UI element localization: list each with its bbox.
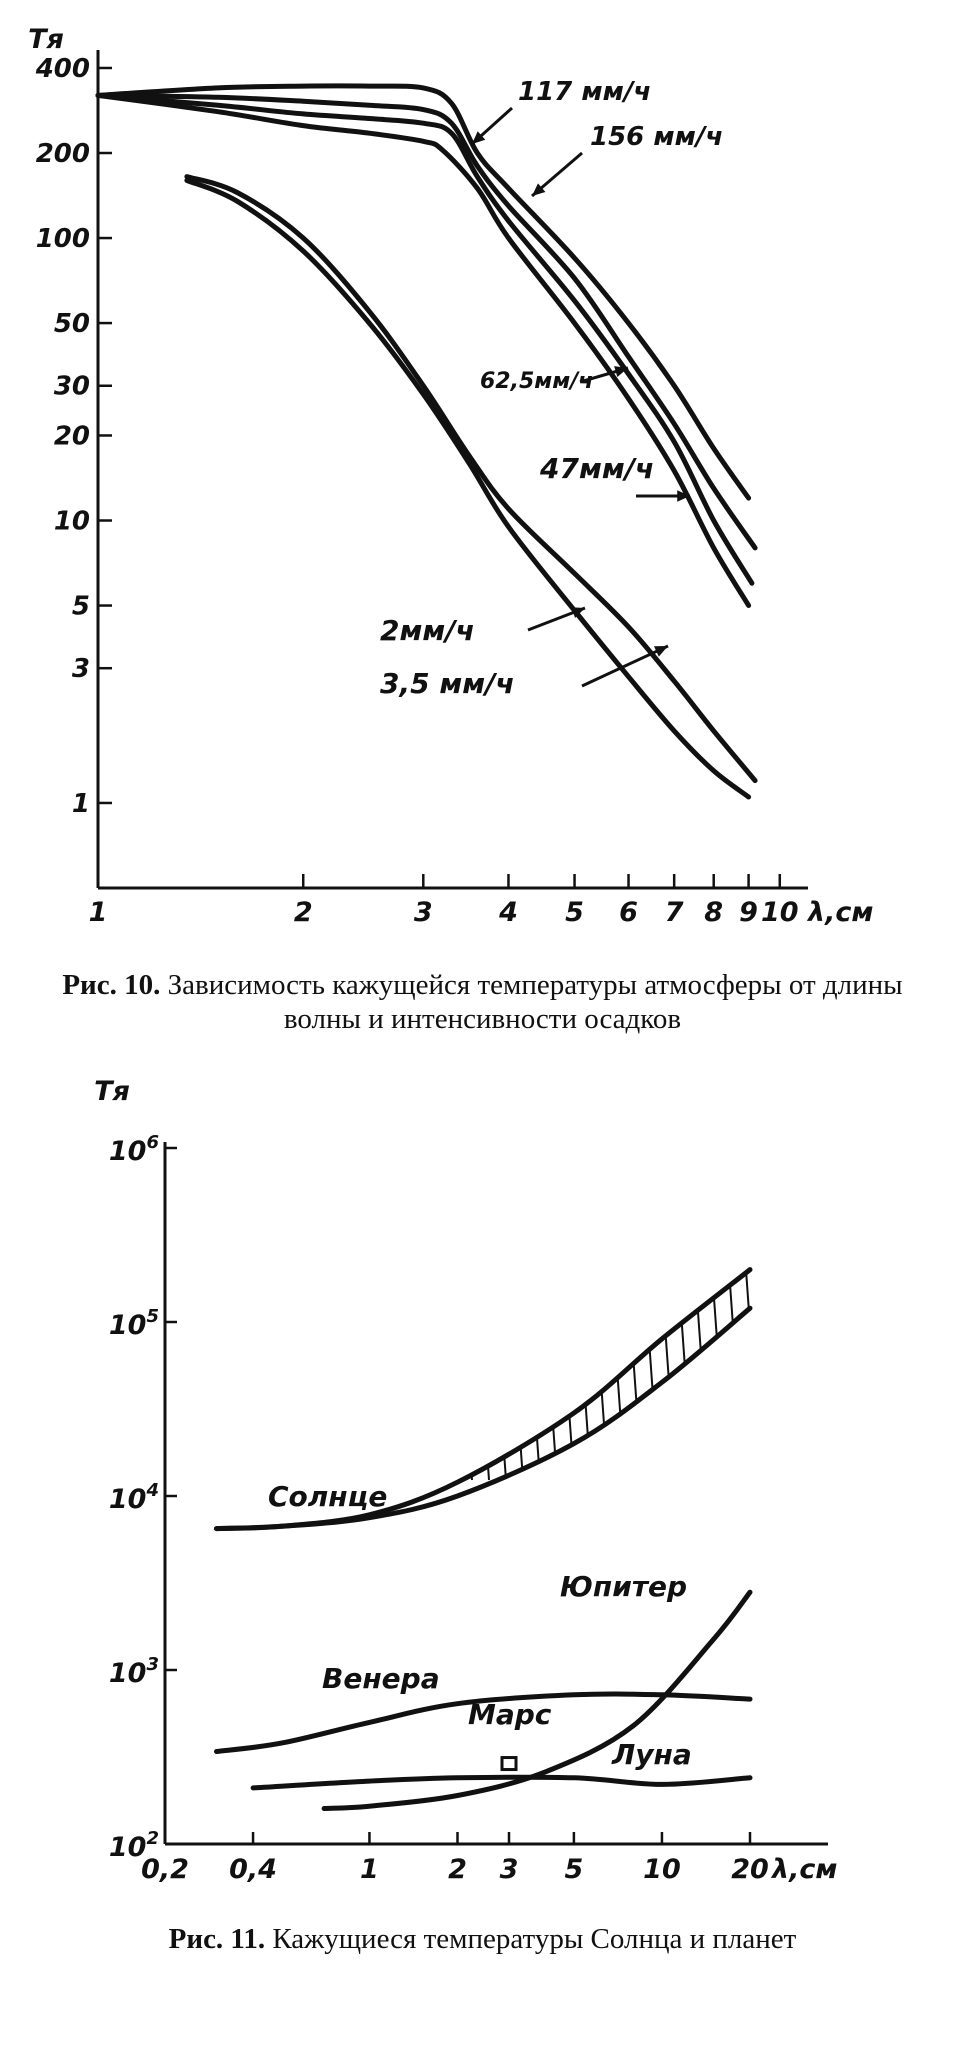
arrow-35 [582,646,668,686]
y-tick-label: 5 [71,591,90,622]
fig11-caption [40,1922,925,1956]
fig11-caption-number: Рис. 11. [168,1923,266,1955]
x-tick-label: 0,4 [229,1854,277,1885]
y-tick-label: 100 [35,224,90,255]
x-tick-label: 3 [499,1854,519,1885]
y-tick-label: $10^2$ [108,1828,159,1863]
series-line [98,95,752,583]
label-mars: Марс [468,1698,552,1731]
x-tick-label: 5 [565,897,584,928]
hatch-line [578,1060,608,1480]
hatch-line [408,1060,438,1480]
x-tick-label: 4 [499,897,518,928]
hatch-line [442,1060,472,1480]
label-sun: Солнце [268,1480,388,1513]
hatch-line [629,1060,659,1480]
hatch-line [714,1060,744,1480]
x-tick-label: 1 [360,1854,379,1885]
y-tick-label: 1 [71,788,90,819]
series-line [98,95,755,548]
fig10-labels [380,77,723,700]
hatch-line [765,1060,795,1480]
label-2: 2мм/ч [380,614,475,647]
hatch-line [510,1060,540,1480]
hatch-line [357,1060,387,1480]
hatch-line [697,1060,727,1480]
series-line [187,180,749,797]
y-tick-label: 200 [35,139,90,170]
x-tick-label: 2 [293,897,313,928]
label-venus: Венера [322,1662,440,1695]
x-axis-label: λ,см [808,897,874,928]
label-47: 47мм/ч [540,452,655,485]
hatch-line [374,1060,404,1480]
x-tick-label: 5 [564,1854,584,1885]
y-tick-label: 30 [53,371,90,402]
label-117: 117 мм/ч [518,77,652,107]
x-axis-label: λ,см [772,1854,838,1885]
x-tick-label: 0,2 [141,1854,189,1885]
x-tick-label: 20 [731,1854,769,1885]
x-tick-label: 2 [448,1854,467,1885]
y-tick-label: 20 [53,421,90,452]
x-tick-label: 3 [413,897,433,928]
hatch-line [646,1060,676,1480]
y-tick-label: $10^6$ [108,1132,159,1167]
y-axis-label: Tя [94,1076,130,1107]
fig10-caption-number: Рис. 10. [62,969,161,1001]
y-tick-label: 10 [53,506,90,537]
label-35: 3,5 мм/ч [380,667,515,700]
fig11-caption-text: Кажущиеся температуры Солнца и планет [265,1923,797,1955]
hatch-line [680,1060,710,1480]
x-tick-label: 1 [88,897,108,928]
y-axis-label: Tя [28,24,64,55]
label-moon: Луна [612,1738,692,1771]
hatch-line [527,1060,557,1480]
hatch-line [595,1060,625,1480]
y-tick-label: $10^4$ [108,1480,159,1515]
hatch-line [459,1060,489,1480]
hatch-line [493,1060,523,1480]
fig10-caption [40,968,925,1036]
x-tick-label: 9 [739,897,758,928]
x-tick-label: 10 [643,1854,681,1885]
x-tick-label: 6 [619,897,638,928]
hatch-line [391,1060,421,1480]
chart-fig10 [0,0,965,940]
y-tick-label: 400 [35,53,90,84]
y-tick-label: 3 [71,654,90,685]
hatch-line [340,1060,370,1480]
y-tick-label: 50 [53,309,90,340]
chart-fig11 [0,1060,965,2060]
hatch-line [748,1060,778,1480]
x-tick-label: 10 [760,897,799,928]
fig10-caption-text: Зависимость кажущейся температуры атмосферы от длины волны и интенсивности осадков [160,969,903,1035]
x-tick-label: 8 [704,897,724,928]
label-156: 156 мм/ч [590,122,724,152]
x-tick-label: 7 [664,897,684,928]
label-62: 62,5мм/ч [480,369,594,394]
y-tick-label: $10^5$ [108,1306,159,1341]
label-jupiter: Юпитер [560,1570,688,1603]
hatch-line [425,1060,455,1480]
y-tick-label: $10^3$ [108,1654,159,1689]
mars-point [502,1758,516,1770]
hatch-line [476,1060,506,1480]
hatch-line [663,1060,693,1480]
